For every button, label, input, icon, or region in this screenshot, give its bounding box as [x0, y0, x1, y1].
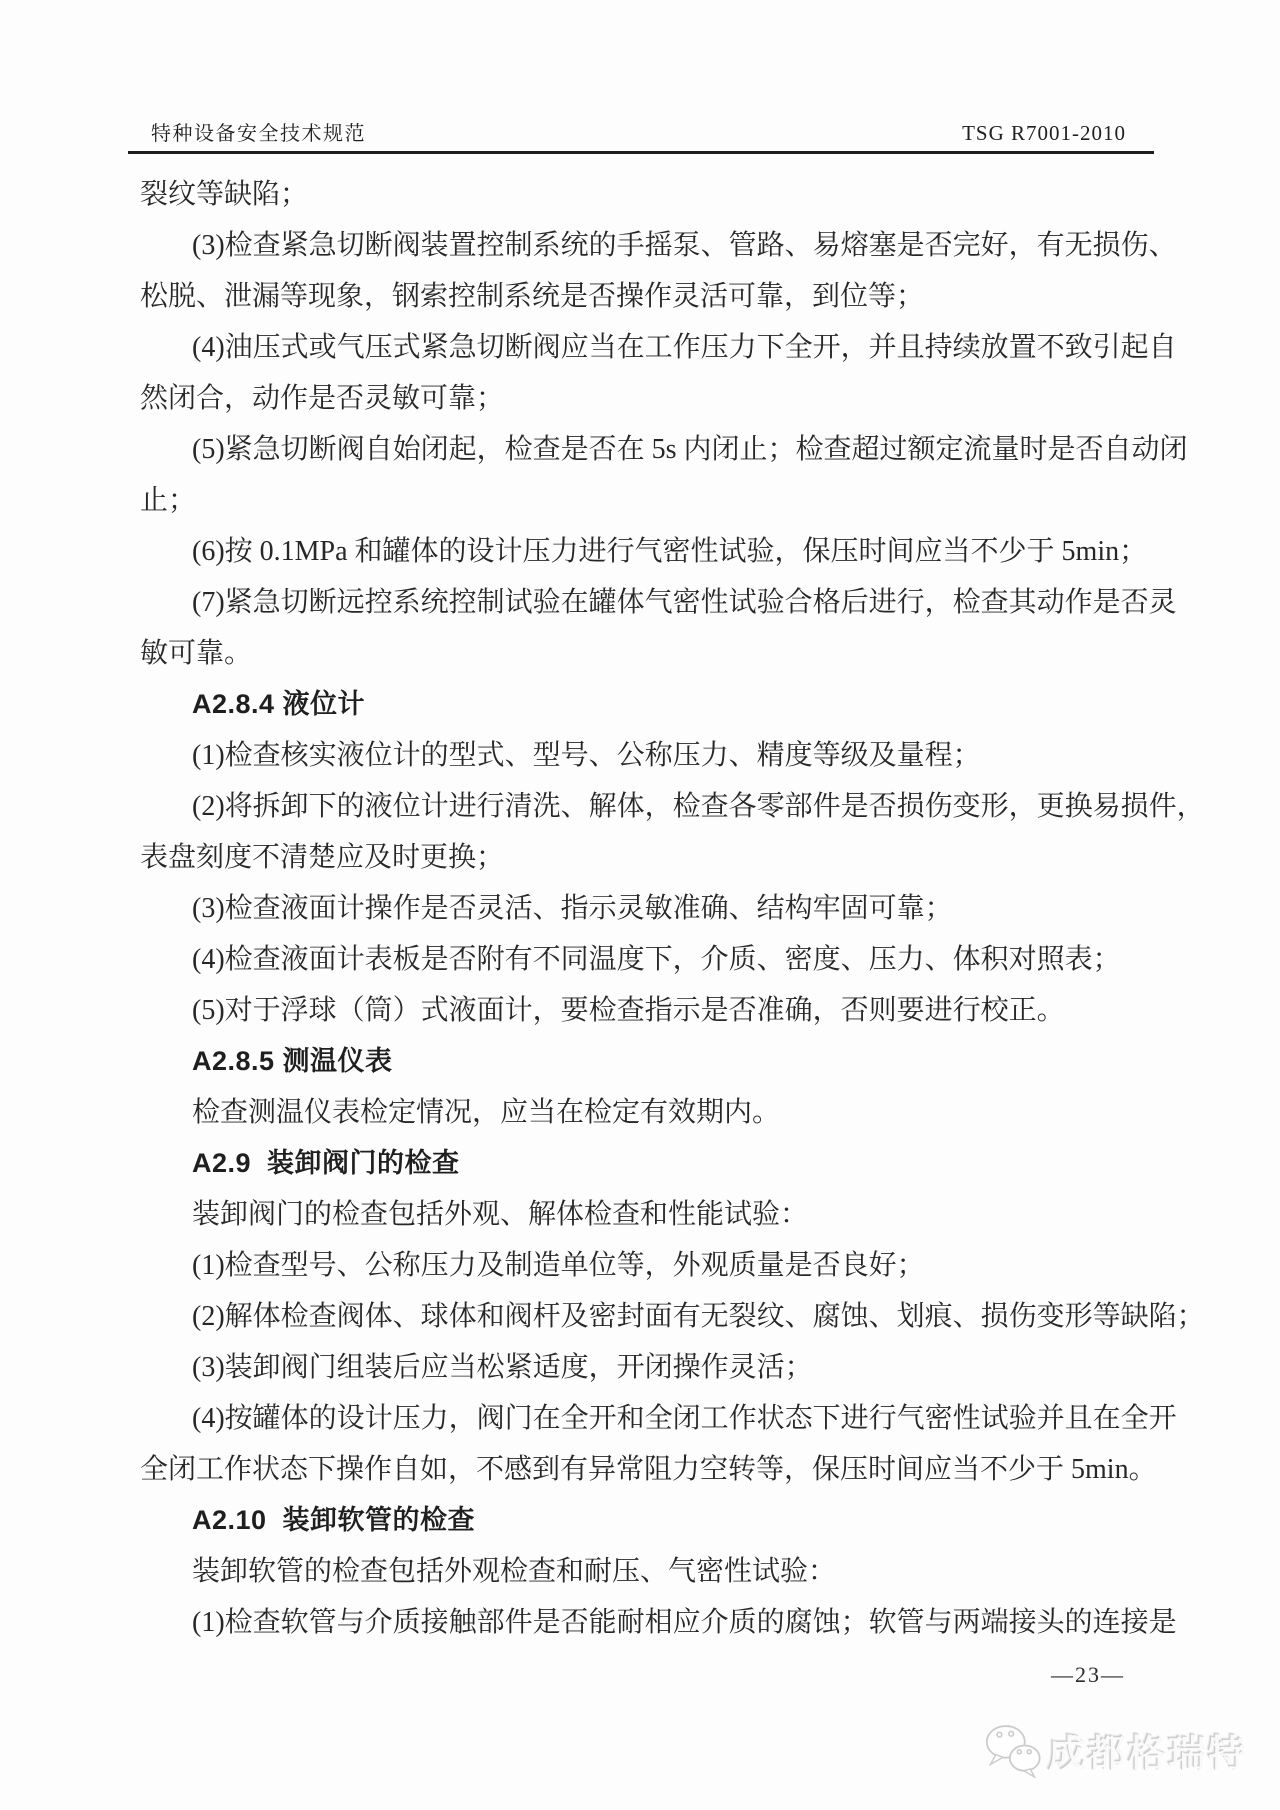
- text-line: 止；: [140, 485, 197, 516]
- watermark: [984, 1722, 1248, 1778]
- text-line: 松脱、泄漏等现象，钢索控制系统是否操作灵活可靠，到位等；: [140, 281, 925, 312]
- watermark-text: 成都格瑞特: [1047, 1733, 1248, 1776]
- document-body: [140, 169, 1205, 1648]
- text-line: (2)将拆卸下的液位计进行清洗、解体，检查各零部件是否损伤变形，更换易损件，: [192, 791, 1205, 822]
- text-line: (4)按罐体的设计压力，阀门在全开和全闭工作状态下进行气密性试验并且在全开: [192, 1403, 1177, 1434]
- header-left-title: 特种设备安全技术规范: [151, 123, 366, 145]
- page-number: —23—: [1051, 1662, 1125, 1687]
- text-line: 敏可靠。: [140, 638, 253, 669]
- section-heading: A2.8.5 测温仪表: [192, 1046, 393, 1076]
- text-line: (5)对于浮球（筒）式液面计，要检查指示是否准确，否则要进行校正。: [192, 995, 1065, 1026]
- text-line: (3)检查紧急切断阀装置控制系统的手摇泵、管路、易熔塞是否完好，有无损伤、: [192, 230, 1177, 261]
- section-heading: A2.9 装卸阀门的检查: [192, 1148, 460, 1178]
- header-right-code: TSG R7001-2010: [962, 121, 1126, 145]
- text-line: 裂纹等缺陷；: [140, 179, 309, 210]
- section-heading: A2.10 装卸软管的检查: [192, 1505, 476, 1535]
- text-line: 检查测温仪表检定情况，应当在检定有效期内。: [192, 1097, 781, 1128]
- text-line: (4)油压式或气压式紧急切断阀应当在工作压力下全开，并且持续放置不致引起自: [192, 332, 1177, 363]
- text-line: (2)解体检查阀体、球体和阀杆及密封面有无裂纹、腐蚀、划痕、损伤变形等缺陷；: [192, 1301, 1205, 1332]
- text-line: (4)检查液面计表板是否附有不同温度下，介质、密度、压力、体积对照表；: [192, 944, 1121, 975]
- text-line: (3)装卸阀门组装后应当松紧适度，开闭操作灵活；: [192, 1352, 813, 1383]
- section-heading: A2.8.4 液位计: [192, 689, 366, 719]
- text-line: (5)紧急切断阀自始闭起，检查是否在 5s 内闭止；检查超过额定流量时是否自动闭: [192, 434, 1188, 465]
- text-line: (3)检查液面计操作是否灵活、指示灵敏准确、结构牢固可靠；: [192, 893, 953, 924]
- wechat-icon: [984, 1722, 1042, 1778]
- text-line: 全闭工作状态下操作自如，不感到有异常阻力空转等，保压时间应当不少于 5min。: [140, 1454, 1157, 1485]
- text-line: 然闭合，动作是否灵敏可靠；: [140, 383, 505, 414]
- text-line: 装卸阀门的检查包括外观、解体检查和性能试验：: [192, 1199, 809, 1230]
- page-header: [128, 0, 1154, 154]
- text-line: (6)按 0.1MPa 和罐体的设计压力进行气密性试验，保压时间应当不少于 5min；: [192, 536, 1148, 567]
- text-line: (7)紧急切断远控系统控制试验在罐体气密性试验合格后进行，检查其动作是否灵: [192, 587, 1177, 618]
- text-line: (1)检查型号、公称压力及制造单位等，外观质量是否良好；: [192, 1250, 925, 1281]
- text-line: 表盘刻度不清楚应及时更换；: [140, 842, 505, 873]
- text-line: (1)检查核实液位计的型式、型号、公称压力、精度等级及量程；: [192, 740, 981, 771]
- text-line: (1)检查软管与介质接触部件是否能耐相应介质的腐蚀；软管与两端接头的连接是: [192, 1607, 1177, 1638]
- text-line: 装卸软管的检查包括外观检查和耐压、气密性试验：: [192, 1556, 837, 1587]
